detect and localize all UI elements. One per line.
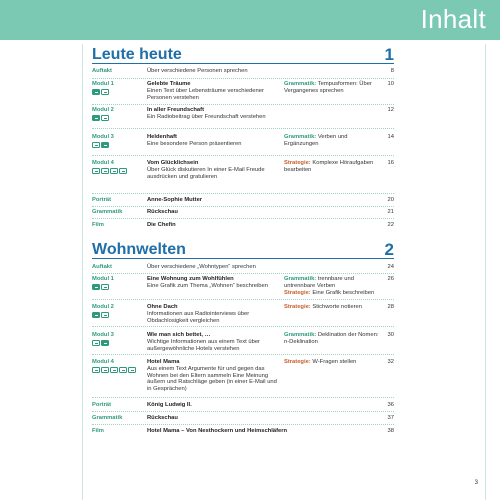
side-text: Komplexe Höraufgaben bearbeiten <box>284 160 374 173</box>
book-icon <box>92 367 100 373</box>
row-description: Über verschiedene Personen sprechen <box>147 68 248 74</box>
row-label: Film <box>92 222 104 228</box>
row-title: Anne-Sophie Mutter <box>147 197 203 203</box>
row-divider <box>92 128 394 129</box>
row-page: 37 <box>387 415 394 421</box>
skill-icons <box>92 142 109 149</box>
row-page: 22 <box>387 222 394 228</box>
row-label: Film <box>92 428 104 434</box>
row-title: Die Chefin <box>147 222 176 228</box>
row-label: Auftakt <box>92 68 112 74</box>
row-divider <box>92 193 394 194</box>
row-subtitle: Einen Text über Lebensträume verschiedener Personen verstehen <box>147 87 264 101</box>
row-title: Gelebte Träume <box>147 81 191 87</box>
row-description: Über verschiedene „Wohntypen“ sprechen <box>147 264 256 270</box>
side-key: Strategie: <box>284 304 311 310</box>
skill-icons <box>92 115 109 122</box>
row-subtitle: Wichtige Informationen aus einem Text über außergewöhnliche Hotels verstehen <box>147 338 260 352</box>
speech-icon <box>101 142 109 148</box>
audio-icon <box>101 168 109 174</box>
row-page: 24 <box>387 264 394 270</box>
book-icon <box>128 367 136 373</box>
row-label: Grammatik <box>92 415 123 421</box>
row-label: Auftakt <box>92 264 112 270</box>
skill-icons <box>92 89 109 96</box>
row-title: In aller Freundschaft <box>147 107 205 113</box>
row-divider <box>92 411 394 412</box>
row-page: 32 <box>387 359 394 365</box>
row-page: 26 <box>387 276 394 282</box>
row-subtitle: Eine Grafik zum Thema „Wohnen“ beschreiben <box>147 282 268 289</box>
book-icon <box>92 89 100 95</box>
page-title: Inhalt <box>420 4 486 34</box>
row-label: Porträt <box>92 197 112 203</box>
row-subtitle: Informationen aus Radiointerviews über Obdachlosigkeit vergleichen <box>147 310 250 324</box>
side-key: Grammatik: <box>284 81 317 87</box>
chapter-title: Wohnwelten <box>92 241 186 258</box>
row-page: 36 <box>387 402 394 408</box>
page-number: 3 <box>474 480 478 486</box>
row-page: 10 <box>387 81 394 87</box>
row-label: Modul 4 <box>92 359 114 365</box>
row-page: 8 <box>390 68 394 74</box>
row-page: 38 <box>387 428 394 434</box>
audio-icon <box>101 89 109 95</box>
row-subtitle: Über Glück diskutieren In einer E-Mail Freude ausdrücken und gratulieren <box>147 166 265 180</box>
book-icon <box>92 340 100 346</box>
row-title: Vom Glücklichsein <box>147 160 199 166</box>
row-page: 30 <box>387 332 394 338</box>
row-title: König Ludwig II. <box>147 402 192 408</box>
side-key: Grammatik: <box>284 276 317 282</box>
row-page: 21 <box>387 209 394 215</box>
row-label: Modul 3 <box>92 332 114 338</box>
side-text: Deklination der Nomen: n-Deklination <box>284 332 379 345</box>
row-title: Ohne Dach <box>147 304 178 310</box>
speech-icon <box>101 284 109 290</box>
header-band <box>0 0 500 40</box>
row-title: Eine Wohnung zum Wohlfühlen <box>147 276 234 282</box>
row-divider <box>92 326 394 327</box>
row-subtitle: Ein Radiobeitrag über Freundschaft verstehen <box>147 113 266 120</box>
row-divider <box>92 78 394 79</box>
speech-icon <box>101 115 109 121</box>
side-text: Stichworte notieren <box>310 304 362 310</box>
row-label: Modul 2 <box>92 107 114 113</box>
row-subtitle: Aus einem Text Argumente für und gegen das Wohnen bei den Eltern sammeln Eine Meinung äußern und Ratschläge geben (in einer E-Mail und in Gesprächen) <box>147 365 277 393</box>
side-text: Eine Grafik beschreiben <box>310 289 375 296</box>
chapter-heading <box>92 241 394 263</box>
chapter-rule <box>92 63 394 64</box>
row-page: 12 <box>387 107 394 113</box>
skill-icons <box>92 168 127 175</box>
row-label: Porträt <box>92 402 112 408</box>
row-label: Modul 4 <box>92 160 114 166</box>
speech-icon <box>101 312 109 318</box>
skill-icons <box>92 367 136 374</box>
chapter-rule <box>92 258 394 259</box>
row-subtitle: Eine besondere Person präsentieren <box>147 140 242 147</box>
side-text: W-Fragen stellen <box>310 359 357 365</box>
speech-icon <box>101 340 109 346</box>
row-title: Rückschau <box>147 209 178 215</box>
row-title: Rückschau <box>147 415 178 421</box>
side-key: Grammatik: <box>284 332 317 338</box>
pen-icon <box>110 367 118 373</box>
side-text: Tempusformen: Über Vergangenes sprechen <box>284 81 372 94</box>
chapter-number: 1 <box>384 45 394 64</box>
row-title: Wie man sich bettet, … <box>147 332 211 338</box>
row-divider <box>92 155 394 156</box>
row-page: 28 <box>387 304 394 310</box>
row-page: 14 <box>387 134 394 140</box>
row-label: Modul 2 <box>92 304 114 310</box>
row-label: Modul 3 <box>92 134 114 140</box>
row-label: Modul 1 <box>92 276 114 282</box>
chapter-number: 2 <box>384 240 394 259</box>
side-key: Grammatik: <box>284 134 317 140</box>
audio-icon <box>92 312 100 318</box>
row-divider <box>92 397 394 398</box>
skill-icons <box>92 312 109 319</box>
row-divider <box>92 218 394 219</box>
side-text: Verben und Ergänzungen <box>284 134 348 147</box>
audio-icon <box>92 115 100 121</box>
audio-icon <box>101 367 109 373</box>
row-title: Hotel Mama <box>147 359 180 365</box>
side-key: Strategie: <box>284 160 311 166</box>
row-title: Heldenhaft <box>147 134 177 140</box>
row-page: 20 <box>387 197 394 203</box>
skill-icons <box>92 284 109 291</box>
row-divider <box>92 273 394 274</box>
book-icon <box>92 284 100 290</box>
row-divider <box>92 299 394 300</box>
row-divider <box>92 354 394 355</box>
row-divider <box>92 424 394 425</box>
skill-icons <box>92 340 109 347</box>
chapter-title: Leute heute <box>92 46 182 63</box>
row-divider <box>92 104 394 105</box>
row-label: Modul 1 <box>92 81 114 87</box>
pen-icon <box>110 168 118 174</box>
speech-icon <box>119 168 127 174</box>
row-page: 16 <box>387 160 394 166</box>
book-icon <box>92 142 100 148</box>
speech-icon <box>119 367 127 373</box>
side-key: Strategie: <box>284 289 311 296</box>
chapter-heading <box>92 46 394 68</box>
side-text: trennbare und untrennbare Verben <box>284 276 354 289</box>
row-divider <box>92 206 394 207</box>
book-icon <box>92 168 100 174</box>
side-key: Strategie: <box>284 359 311 365</box>
row-label: Grammatik <box>92 209 123 215</box>
row-title: Hotel Mama – Von Nesthockern und Heimschläfern <box>147 428 288 434</box>
